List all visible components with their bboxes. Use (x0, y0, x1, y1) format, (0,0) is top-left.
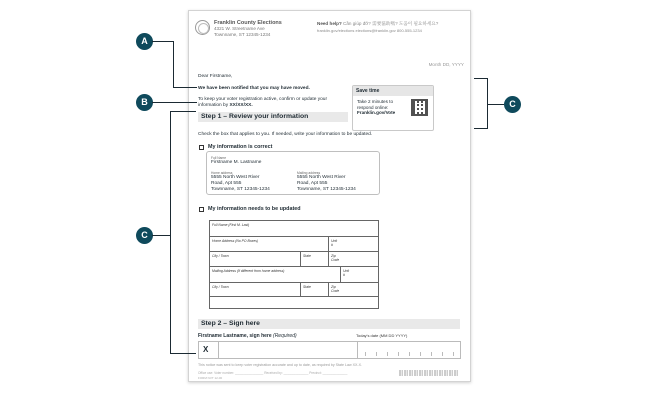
home-address-line-1: 5555 North West River (211, 175, 260, 180)
city2-row[interactable] (210, 282, 378, 297)
sign-label (198, 333, 297, 339)
save-time-text: Take 2 minutes to respond online: (357, 99, 394, 110)
unit2-field-label: Unit # (343, 269, 350, 278)
home-address-line-2: Road, Apt 555 (211, 181, 242, 186)
help-label: Need help? (317, 21, 342, 26)
zip2-field-label: Zip Code (331, 285, 340, 294)
org-address (214, 26, 270, 37)
city-field-label: City / Town (212, 254, 229, 258)
form-id: FORM NVT 12-00 (198, 376, 223, 380)
keep-active-text (198, 97, 348, 109)
callout-c-right-bracket (474, 128, 488, 129)
zip2-cell[interactable] (328, 283, 340, 296)
help-languages: Cần giúp đỡ? 需要協助嗎? 도움이 필요하세요? (343, 21, 439, 26)
date-divider (357, 342, 358, 358)
city2-field-label: City / Town (212, 285, 229, 289)
callout-a-line (173, 87, 197, 88)
address-line-2: Townname, ST 12345-1234 (214, 31, 271, 37)
office-use-line: Office use: Voter number: ________________ Received by: ______________ Precinct: ______________ (198, 371, 348, 375)
step1-title: Step 1 – Review your information (198, 112, 348, 122)
mailing-field-label: Mailing Address (If different from home address) (212, 269, 285, 273)
callout-a-line (173, 41, 174, 88)
current-info-card (206, 151, 380, 195)
signature-x-mark: X (203, 345, 209, 354)
keep-text: To keep your voter registration active, confirm or update your information by (198, 97, 328, 108)
callout-c-left-line (152, 235, 170, 236)
full-name-label: Full Name (211, 156, 227, 160)
save-time-body (357, 99, 407, 116)
update-option-title: My information needs to be updated (208, 206, 301, 212)
callout-c-left-bracket (170, 111, 196, 112)
callout-b-line (152, 102, 197, 103)
step2-title: Step 2 – Sign here (198, 319, 460, 329)
callout-c-left-badge: C (136, 227, 153, 244)
notice-document (188, 10, 471, 382)
greeting: Dear Firstname, (198, 74, 233, 79)
help-header (317, 21, 438, 27)
callout-c-right-bracket (474, 78, 488, 79)
signature-box[interactable] (198, 341, 461, 359)
home-address-row[interactable] (210, 237, 378, 252)
step1-instruction: Check the box that applies to you. If needed, write your information to be updated. (198, 132, 373, 137)
zip-field-label: Zip Code (331, 254, 340, 263)
qr-code-icon (411, 99, 428, 116)
update-checkbox[interactable] (199, 207, 204, 212)
zip-cell[interactable] (328, 252, 340, 266)
correct-checkbox[interactable] (199, 145, 204, 150)
moved-notice: We have been notified that you may have moved. (198, 86, 310, 91)
callout-a-line (152, 41, 174, 42)
county-seal-icon (195, 20, 210, 35)
letter-date: Month DD, YYYY (428, 62, 464, 67)
callout-a-badge: A (136, 33, 153, 50)
mailing-address-line-1: 5555 North West River (297, 175, 346, 180)
state2-field-label: State (303, 285, 311, 289)
mailing-address-line-3: Townname, ST 12345-1234 (297, 187, 356, 192)
sign-name: Firstname Lastname, sign here (198, 333, 272, 339)
unit-cell[interactable] (328, 237, 338, 251)
date-entry-ticks[interactable] (365, 352, 457, 356)
state2-cell[interactable] (300, 283, 311, 296)
callout-b-badge: B (136, 94, 153, 111)
deadline: XX/XX/XX. (229, 102, 253, 108)
signature-divider (218, 342, 219, 358)
callout-c-right-line (487, 104, 504, 105)
callout-c-left-bracket (170, 111, 171, 354)
mailing-row[interactable] (210, 267, 378, 282)
help-contacts: franklin.gov/elections elections@franklin.gov 800-555-1234 (317, 28, 422, 33)
unit2-cell[interactable] (340, 267, 350, 282)
save-time-link[interactable]: Franklin.gov/Vote (357, 110, 396, 116)
full-name-row (210, 221, 378, 237)
mailing-address-label: Mailing address (297, 171, 321, 175)
callout-c-left-bracket (170, 353, 196, 354)
barcode-icon (399, 370, 459, 376)
org-name: Franklin County Elections (214, 20, 282, 26)
mailing-address-line-2: Road, Apt 555 (297, 181, 328, 186)
correct-option-title: My information is correct (208, 144, 273, 150)
state-field-label: State (303, 254, 311, 258)
home-address-field-label: Home Address (No PO Boxes) (212, 239, 259, 243)
full-name-field-label: Full Name (First M. Last) (212, 223, 250, 227)
state-cell[interactable] (300, 252, 311, 266)
full-name-value: Firstname M. Lastname (211, 160, 262, 165)
unit-field-label: Unit # (331, 239, 338, 248)
footer-note: This notice was sent to keep voter registration accurate and up to date, as required by State Law XX-X. (198, 363, 363, 367)
update-form (209, 220, 379, 309)
city-row[interactable] (210, 252, 378, 267)
save-time-box (352, 85, 434, 131)
callout-c-right-bracket (487, 78, 488, 129)
date-label: Today's date (MM DD YYYY) (356, 333, 408, 338)
home-address-label: Home address (211, 171, 233, 175)
address-line-1: 4321 W. Streetname Ave (214, 26, 265, 31)
save-time-title: Save time (353, 86, 433, 96)
required-text: (Required) (273, 333, 297, 339)
home-address-line-3: Townname, ST 12345-1234 (211, 187, 270, 192)
callout-c-right-badge: C (504, 96, 521, 113)
